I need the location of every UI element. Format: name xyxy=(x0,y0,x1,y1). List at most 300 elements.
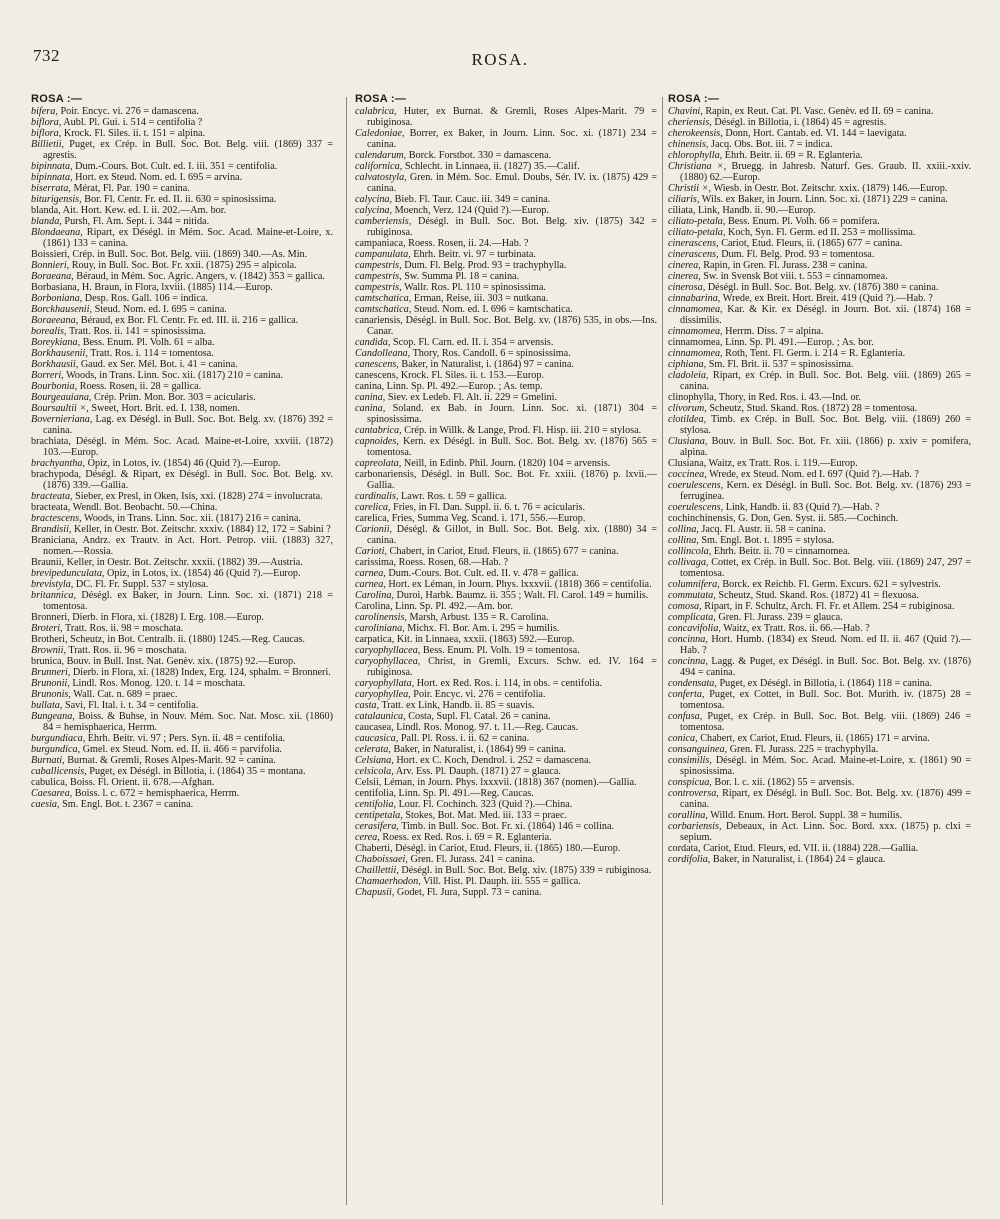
entry-text: Déségl. ex Baker, in Journ. Linn. Soc. xi. (1871) 218 = tomentosa. xyxy=(43,590,333,612)
entry-text: Hort. ex Red. Ros. i. 114, in obs. = centifolia. xyxy=(416,678,603,689)
index-entry xyxy=(668,249,971,260)
entry-name: californica, xyxy=(355,161,403,172)
index-entry xyxy=(668,293,971,304)
column-rule xyxy=(662,97,663,1205)
index-entry xyxy=(668,557,971,579)
entry-name: camtschatica, xyxy=(355,304,412,315)
entry-name: blanda, xyxy=(31,216,62,227)
entry-name: biflora, xyxy=(31,117,62,128)
entry-name: calycina, xyxy=(355,194,393,205)
entry-text: Gren. Fl. Jurass. 225 = trachyphylla. xyxy=(729,744,879,755)
index-entry xyxy=(355,557,657,568)
entry-text: Wall. Cat. n. 689 = praec. xyxy=(73,689,178,700)
index-entry xyxy=(668,282,971,293)
entry-name: Bungeana, xyxy=(31,711,75,722)
index-entry xyxy=(668,733,971,744)
entry-text: Donn, Hort. Cantab. ed. VI. 144 = laevigata. xyxy=(725,128,907,139)
entry-text: Bor. Fl. Centr. Fr. ed. II. ii. 630 = spinosissima. xyxy=(84,194,277,205)
entry-text: Lour. Fl. Cochinch. 323 (Quid ?).—China. xyxy=(398,799,573,810)
entry-name: Boreykiana, xyxy=(31,337,81,348)
index-entry xyxy=(31,755,333,766)
index-entry xyxy=(355,293,657,304)
index-entry xyxy=(355,150,657,161)
index-entry xyxy=(31,183,333,194)
entry-name: Borreri, xyxy=(31,370,64,381)
entry-name: canescens, xyxy=(355,359,399,370)
index-entry xyxy=(355,249,657,260)
entry-text: Woods, in Trans. Linn. Soc. xii. (1817) 216 = canina. xyxy=(84,513,301,524)
entry-text: carpatica, Kit. in Linnaea, xxxii. (1863) 592.—Europ. xyxy=(355,634,575,645)
entry-name: cinerascens, xyxy=(668,249,719,260)
entry-text: Krock. Fl. Siles. ii. t. 151 = alpina. xyxy=(63,128,206,139)
entry-name: Clusiana, xyxy=(668,436,708,447)
entry-name: confusa, xyxy=(668,711,703,722)
entry-text: Bess. Enum. Pl. Volh. 61 = alba. xyxy=(82,337,215,348)
index-entry xyxy=(355,865,657,876)
entry-name: celerata, xyxy=(355,744,391,755)
entry-text: Crép. in Willk. & Lange, Prod. Fl. Hisp. iii. 210 = stylosa. xyxy=(404,425,642,436)
entry-text: Vill. Hist. Pl. Dauph. iii. 555 = gallica. xyxy=(423,876,581,887)
entry-name: consimilis, xyxy=(668,755,712,766)
entry-text: Sw. in Svensk Bot viii. t. 553 = cinnamomea. xyxy=(703,271,888,282)
entry-text: DC. Fl. Fr. Suppl. 537 = stylosa. xyxy=(75,579,209,590)
entry-text: Borrer, ex Baker, in Journ. Linn. Soc. xi. (1871) 234 = canina. xyxy=(367,128,657,150)
entry-name: coerulescens, xyxy=(668,480,724,491)
entry-name: chlorophylla, xyxy=(668,150,723,161)
index-entry xyxy=(355,172,657,194)
entry-text: Cottet, ex Crép. in Bull. Soc. Bot. Belg. viii. (1869) 247, 297 = tomentosa. xyxy=(680,557,971,579)
running-head: ROSA. xyxy=(471,50,529,69)
entry-text: Burnat. & Gremli, Roses Alpes-Marit. 92 = canina. xyxy=(67,755,276,766)
entry-name: Chamaerhodon, xyxy=(355,876,421,887)
entry-text: Déségl. in Bull. Soc. Bot. Belg. xiv. (1875) 342 = rubiginosa. xyxy=(367,216,657,238)
entry-name: caryophyllea, xyxy=(355,689,411,700)
entry-name: bractescens, xyxy=(31,513,82,524)
index-entry xyxy=(668,656,971,678)
index-entry xyxy=(31,469,333,491)
entry-text: Borck. Forstbot. 330 = damascena. xyxy=(408,150,552,161)
index-entry xyxy=(355,799,657,810)
index-entry xyxy=(31,557,333,568)
index-entry xyxy=(668,183,971,194)
index-entry xyxy=(31,502,333,513)
index-entry xyxy=(31,744,333,755)
index-entry xyxy=(668,161,971,183)
entry-text: canina, Linn. Sp. Pl. 492.—Europ. ; As. temp. xyxy=(355,381,543,392)
index-entry xyxy=(31,711,333,733)
index-entry xyxy=(355,788,657,799)
entry-name: cinerosa, xyxy=(668,282,706,293)
entry-name: clotildea, xyxy=(668,414,707,425)
index-entry xyxy=(668,106,971,117)
entry-text: Scop. Fl. Carn. ed. II. i. 354 = arvensis. xyxy=(392,337,554,348)
entry-text: Godet, Fl. Jura, Suppl. 73 = canina. xyxy=(396,887,542,898)
entry-text: Lawr. Ros. t. 59 = gallica. xyxy=(401,491,507,502)
index-entry xyxy=(31,799,333,810)
entry-name: campestris, xyxy=(355,260,402,271)
index-entry xyxy=(355,821,657,832)
entry-name: carnea, xyxy=(355,579,386,590)
index-entry xyxy=(31,645,333,656)
entry-text: Hort. ex C. Koch, Dendrol. i. 252 = damascena. xyxy=(396,755,592,766)
index-entry xyxy=(31,678,333,689)
index-entry xyxy=(668,788,971,810)
index-entry xyxy=(668,502,971,513)
index-entry xyxy=(355,733,657,744)
entry-text: Ripart, ex Déségl. in Mém. Soc. Acad. Maine-et-Loire, x. (1861) 133 = canina. xyxy=(43,227,333,249)
entry-text: Steud. Nom. ed. I. 696 = kamtschatica. xyxy=(413,304,573,315)
entry-name: comosa, xyxy=(668,601,702,612)
entry-name: bracteata, xyxy=(31,491,73,502)
entry-text: Ripart, ex Crép. in Bull. Soc. Bot. Belg. viii. (1869) 265 = canina. xyxy=(680,370,971,392)
entry-name: Carionii, xyxy=(355,524,393,535)
entry-text: Timb. in Bull. Soc. Bot. Fr. xi. (1864) 146 = collina. xyxy=(401,821,615,832)
entry-text: Wallr. Ros. Pl. 110 = spinosissima. xyxy=(404,282,546,293)
entry-text: Roess. Rosen, ii. 28 = gallica. xyxy=(79,381,202,392)
entry-text: Wils. ex Baker, in Journ. Linn. Soc. xi. (1871) 229 = canina. xyxy=(701,194,948,205)
index-entry xyxy=(31,271,333,282)
index-entry xyxy=(31,106,333,117)
entry-text: Schlecht. in Linnaea, ii. (1827) 35.—Calif. xyxy=(404,161,580,172)
index-entry xyxy=(31,315,333,326)
entry-text: Boiss. l. c. 672 = hemisphaerica, Herrm. xyxy=(74,788,240,799)
entry-name: Celsiana, xyxy=(355,755,394,766)
entry-name: concinna, xyxy=(668,656,708,667)
index-entry xyxy=(355,260,657,271)
entry-text: Déségl. in Bull. Soc. Bot. Belg. xiv. (1875) 339 = rubiginosa. xyxy=(401,865,652,876)
entry-text: Savi, Fl. Ital. i. t. 34 = centifolia. xyxy=(64,700,199,711)
entry-name: ciliato-petala, xyxy=(668,227,726,238)
index-entry xyxy=(668,480,971,502)
entry-text: Keller, in Oestr. Bot. Zeitschr. xxxiv. (1884) 12, 172 = Sabini ? xyxy=(74,524,331,535)
entry-name: caucasica, xyxy=(355,733,399,744)
entry-name: Chapusii, xyxy=(355,887,395,898)
entry-name: cordifolia, xyxy=(668,854,711,865)
entry-name: Carioti, xyxy=(355,546,387,557)
entry-text: Arv. Ess. Pl. Dauph. (1871) 27 = glauca. xyxy=(395,766,561,777)
index-entry xyxy=(355,436,657,458)
entry-text: Puget, ex Crép. in Bull. Soc. Bot. Belg. viii. (1869) 246 = tomentosa. xyxy=(680,711,971,733)
entry-name: Broteri, xyxy=(31,623,63,634)
entry-text: Rapin, in Gren. Fl. Jurass. 238 = canina. xyxy=(703,260,868,271)
entry-name: collina, xyxy=(668,524,699,535)
index-entry xyxy=(355,810,657,821)
entry-name: controversa, xyxy=(668,788,719,799)
index-entry xyxy=(668,777,971,788)
index-entry xyxy=(668,117,971,128)
index-entry xyxy=(31,403,333,414)
entry-name: Chaillettii, xyxy=(355,865,399,876)
entry-text: centifolia, Linn. Sp. Pl. 491.—Reg. Caucas. xyxy=(355,788,534,799)
entry-text: Hort. ex Steud. Nom. ed. I. 695 = arvina. xyxy=(75,172,243,183)
entry-text: carbonariensis, Déségl. in Bull. Soc. Bot. Fr. xxiii. (1876) p. lxvii.—Gallia. xyxy=(355,469,657,491)
entry-name: Christii ×, xyxy=(668,183,712,194)
entry-text: Braniciana, Andrz. ex Trautv. in Act. Hort. Petrop. viii. (1883) 327, nomen.—Rossia. xyxy=(31,535,333,557)
index-entry xyxy=(355,832,657,843)
index-entry xyxy=(31,414,333,436)
entry-name: coerulescens, xyxy=(668,502,724,513)
entry-text: Kern. ex Déségl. in Bull. Soc. Bot. Belg. xv. (1876) 293 = ferruginea. xyxy=(680,480,971,502)
entry-text: Chabert, in Cariot, Etud. Fleurs, ii. (1865) 677 = canina. xyxy=(389,546,619,557)
entry-text: Link, Handb. ii. 83 (Quid ?).—Hab. ? xyxy=(725,502,880,513)
entry-name: caesia, xyxy=(31,799,60,810)
index-entry xyxy=(668,854,971,865)
index-entry xyxy=(668,524,971,535)
entry-text: Jacq. Fl. Austr. ii. 58 = canina. xyxy=(701,524,826,535)
entry-text: Stokes, Bot. Mat. Med. iii. 133 = praec. xyxy=(405,810,568,821)
entry-name: candida, xyxy=(355,337,391,348)
entry-name: campanulata, xyxy=(355,249,411,260)
entry-list xyxy=(31,106,333,810)
index-entry xyxy=(31,293,333,304)
entry-name: complicata, xyxy=(668,612,716,623)
entry-name: Chavini, xyxy=(668,106,703,117)
index-entry xyxy=(668,612,971,623)
entry-name: brevipedunculata, xyxy=(31,568,105,579)
entry-text: Thory, Ros. Candoll. 6 = spinosissima. xyxy=(412,348,571,359)
index-entry xyxy=(668,403,971,414)
index-columns xyxy=(31,93,971,1208)
column-2 xyxy=(355,93,657,1208)
index-entry xyxy=(31,590,333,612)
entry-name: camberiensis, xyxy=(355,216,412,227)
entry-text: Roess. ex Red. Ros. i. 69 = R. Eglanteria. xyxy=(382,832,552,843)
entry-name: Boursaultii ×, xyxy=(31,403,89,414)
entry-name: carolinensis, xyxy=(355,612,407,623)
entry-name: bullata, xyxy=(31,700,63,711)
index-entry xyxy=(31,700,333,711)
entry-text: Aubl. Pl. Gui. i. 514 = centifolia ? xyxy=(63,117,203,128)
entry-text: Carolina, Linn. Sp. Pl. 492.—Am. bor. xyxy=(355,601,513,612)
entry-name: conica, xyxy=(668,733,698,744)
index-entry xyxy=(355,854,657,865)
index-entry xyxy=(668,436,971,458)
entry-text: Borck. ex Reichb. Fl. Germ. Excurs. 621 = sylvestris. xyxy=(722,579,941,590)
entry-text: blanda, Ait. Hort. Kew. ed. I. ii. 202.—Am. bor. xyxy=(31,205,227,216)
entry-text: Roth, Tent. Fl. Germ. i. 214 = R. Eglanteria. xyxy=(725,348,906,359)
entry-name: centipetala, xyxy=(355,810,403,821)
entry-name: bipinnata, xyxy=(31,172,73,183)
index-entry xyxy=(668,326,971,337)
index-entry xyxy=(31,766,333,777)
entry-name: cladoleia, xyxy=(668,370,709,381)
index-entry xyxy=(31,194,333,205)
entry-name: cinnamomea, xyxy=(668,304,723,315)
index-entry xyxy=(31,117,333,128)
index-entry xyxy=(355,590,657,601)
index-entry xyxy=(355,282,657,293)
entry-text: Gaud. ex Ser. Mél. Bot. i. 41 = canina. xyxy=(80,359,238,370)
index-entry xyxy=(31,348,333,359)
entry-text: Dum. Fl. Belg. Prod. 93 = tomentosa. xyxy=(721,249,875,260)
entry-text: Boiss. & Buhse, in Nouv. Mém. Soc. Nat. Mosc. xii. (1860) 84 = hemisphaerica, Herrm. xyxy=(43,711,333,733)
entry-text: Bronneri, Dierb. in Flora, xi. (1828) I. Erg. 108.—Europ. xyxy=(31,612,264,623)
entry-name: capnoides, xyxy=(355,436,399,447)
entry-name: Brunonis, xyxy=(31,689,71,700)
index-entry xyxy=(668,337,971,348)
entry-text: Ripart, in F. Schultz, Arch. Fl. Fr. et Allem. 254 = rubiginosa. xyxy=(704,601,955,612)
entry-text: Debeaux, in Act. Linn. Soc. Bord. xxx. (1875) p. clxi = sepium. xyxy=(680,821,971,843)
index-entry xyxy=(31,249,333,260)
index-entry xyxy=(355,304,657,315)
entry-text: Puget, ex Cottet, in Bull. Soc. Bot. Murith. iv. (1875) 28 = tomentosa. xyxy=(680,689,971,711)
index-entry xyxy=(31,128,333,139)
index-entry xyxy=(31,579,333,590)
entry-text: Michx. Fl. Bor. Am. i. 295 = humilis. xyxy=(407,623,560,634)
entry-name: commutata, xyxy=(668,590,716,601)
column-3 xyxy=(668,93,971,1208)
index-entry xyxy=(355,678,657,689)
entry-text: Opiz, in Lotos, iv. (1854) 46 (Quid ?).—Europ. xyxy=(87,458,281,469)
index-entry xyxy=(31,227,333,249)
entry-text: Déségl. in Bull. Soc. Bot. Belg. xv. (1876) 380 = canina. xyxy=(707,282,939,293)
index-entry xyxy=(31,513,333,524)
entry-name: Borkhausenii, xyxy=(31,348,88,359)
entry-text: Sw. Summa Pl. 18 = canina. xyxy=(404,271,520,282)
index-entry xyxy=(355,502,657,513)
entry-text: carelica, Fries, Summa Veg. Scand. i. 171, 556.—Europ. xyxy=(355,513,586,524)
page-number: 732 xyxy=(33,46,60,65)
index-entry xyxy=(31,304,333,315)
index-entry xyxy=(355,579,657,590)
entry-text: campaniaca, Roess. Rosen, ii. 24.—Hab. ? xyxy=(355,238,529,249)
index-entry xyxy=(668,458,971,469)
index-entry xyxy=(31,634,333,645)
index-entry xyxy=(355,513,657,524)
index-entry xyxy=(355,238,657,249)
index-entry xyxy=(355,601,657,612)
index-entry xyxy=(668,348,971,359)
entry-text: Hort. Humb. (1834) ex Steud. Nom. ed II. ii. 467 (Quid ?).—Hab. ? xyxy=(680,634,971,656)
index-entry xyxy=(355,700,657,711)
entry-text: Wiesb. in Oestr. Bot. Zeitschr. xxix. (1879) 146.—Europ. xyxy=(713,183,948,194)
index-entry xyxy=(355,370,657,381)
entry-text: Borbasiana, H. Braun, in Flora, lxviii. (1885) 114.—Europ. xyxy=(31,282,273,293)
entry-name: celsicola, xyxy=(355,766,394,777)
entry-name: britannica, xyxy=(31,590,76,601)
entry-name: Christiana ×, xyxy=(668,161,727,172)
index-entry xyxy=(668,744,971,755)
entry-name: calycina, xyxy=(355,205,393,216)
entry-name: Brunonii, xyxy=(31,678,70,689)
entry-name: biflora, xyxy=(31,128,62,139)
index-entry xyxy=(355,458,657,469)
entry-text: Ehrh. Beitr. vi. 97 = turbinata. xyxy=(413,249,536,260)
entry-text: Sm. Engl. Bot. t. 1895 = stylosa. xyxy=(701,535,835,546)
index-entry xyxy=(31,139,333,161)
index-entry xyxy=(668,810,971,821)
index-entry xyxy=(355,161,657,172)
entry-text: Tratt. Ros. i. 114 = tomentosa. xyxy=(90,348,214,359)
entry-name: biturigensis, xyxy=(31,194,82,205)
index-entry xyxy=(668,821,971,843)
entry-name: corbariensis, xyxy=(668,821,722,832)
entry-text: Duroi, Harbk. Baumz. ii. 355 ; Walt. Fl. Carol. 149 = humilis. xyxy=(396,590,649,601)
index-entry xyxy=(355,271,657,282)
entry-text: Herrm. Diss. 7 = alpina. xyxy=(725,326,824,337)
index-entry xyxy=(355,711,657,722)
index-entry xyxy=(668,689,971,711)
entry-list xyxy=(668,106,971,865)
index-entry xyxy=(355,315,657,337)
entry-text: Bess. Enum. Pl. Volh. 19 = tomentosa. xyxy=(422,645,580,656)
entry-text: Christ, in Gremli, Excurs. Schw. ed. IV. 164 = rubiginosa. xyxy=(367,656,657,678)
entry-name: cerasifera, xyxy=(355,821,399,832)
entry-text: Ehrh. Beitr. ii. 69 = R. Eglanteria. xyxy=(724,150,863,161)
entry-text: Moench, Verz. 124 (Quid ?).—Europ. xyxy=(394,205,549,216)
entry-text: Celsii, Léman, in Journ. Phys. lxxxvii. (1818) 367 (nomen).—Gallia. xyxy=(355,777,637,788)
index-entry xyxy=(355,425,657,436)
index-entry xyxy=(355,623,657,634)
entry-name: burgundiaca, xyxy=(31,733,86,744)
entry-name: coccinea, xyxy=(668,469,707,480)
column-rule xyxy=(346,97,347,1205)
entry-name: cantabrica, xyxy=(355,425,402,436)
entry-name: bipinnata, xyxy=(31,161,73,172)
entry-name: caryophyllacea, xyxy=(355,645,421,656)
entry-name: condensata, xyxy=(668,678,717,689)
entry-text: Marsh, Arbust. 135 = R. Carolina. xyxy=(409,612,549,623)
index-entry xyxy=(31,623,333,634)
entry-text: Ehrh. Beitr. vi. 97 ; Pers. Syn. ii. 48 = centifolia. xyxy=(87,733,286,744)
index-entry xyxy=(31,491,333,502)
entry-name: Chaboissaei, xyxy=(355,854,408,865)
entry-name: Brownii, xyxy=(31,645,66,656)
entry-text: Tratt. Ros. ii. 98 = moschata. xyxy=(64,623,184,634)
index-entry xyxy=(31,392,333,403)
entry-text: Brotheri, Scheutz, in Bot. Centralb. ii. (1880) 1245.—Reg. Caucas. xyxy=(31,634,305,645)
entry-text: Sm. Fl. Brit. ii. 537 = spinosissima. xyxy=(708,359,854,370)
entry-text: Déségl. in Billotia, i. (1864) 45 = agrestis. xyxy=(714,117,887,128)
index-entry xyxy=(31,282,333,293)
entry-text: Hort. ex Léman, in Journ. Phys. lxxxvii. (1818) 366 = centifolia. xyxy=(388,579,652,590)
index-entry xyxy=(668,634,971,656)
index-entry xyxy=(668,150,971,161)
entry-text: canariensis, Déségl. in Bull. Soc. Bot. Belg. xv. (1876) 535, in obs.—Ins. Canar. xyxy=(355,315,657,337)
entry-name: canina, xyxy=(355,403,386,414)
entry-text: Kar. & Kir. ex Déségl. in Journ. Bot. xii. (1874) 168 = dissimilis. xyxy=(680,304,971,326)
entry-name: Caesarea, xyxy=(31,788,73,799)
index-entry xyxy=(31,370,333,381)
entry-name: caroliniana, xyxy=(355,623,405,634)
entry-text: Sm. Engl. Bot. t. 2367 = canina. xyxy=(62,799,194,810)
entry-text: Bouv. in Bull. Soc. Bot. Fr. xiii. (1866) p. xxiv = pomifera, alpina. xyxy=(680,436,971,458)
index-entry xyxy=(355,766,657,777)
entry-name: cinerea, xyxy=(668,271,701,282)
entry-name: Brunneri, xyxy=(31,667,71,678)
index-entry xyxy=(355,128,657,150)
index-entry xyxy=(355,546,657,557)
entry-text: Tratt. Ros. ii. 96 = moschata. xyxy=(68,645,187,656)
entry-text: brunica, Bouv. in Bull. Inst. Nat. Genèv. xix. (1875) 92.—Europ. xyxy=(31,656,296,667)
entry-text: Ripart, ex Déségl. in Bull. Soc. Bot. Belg. xv. (1876) 499 = canina. xyxy=(680,788,971,810)
entry-text: brachiata, Déségl. in Mém. Soc. Acad. Maine-et-Loire, xxviii. (1872) 103.—Europ. xyxy=(31,436,333,458)
entry-text: Gren. Fl. Jurass. 239 = glauca. xyxy=(718,612,843,623)
entry-text: Tratt. ex Link, Handb. ii. 85 = suavis. xyxy=(381,700,535,711)
index-entry xyxy=(31,568,333,579)
entry-text: Fries, in Fl. Dan. Suppl. ii. 6. t. 76 = acicularis. xyxy=(393,502,586,513)
index-entry xyxy=(355,755,657,766)
index-entry xyxy=(668,546,971,557)
entry-name: cinnamomea, xyxy=(668,326,723,337)
entry-text: Willd. Enum. Hort. Berol. Suppl. 38 = humilis. xyxy=(710,810,903,821)
entry-text: bracteata, Wendl. Bot. Beobacht. 50.—China. xyxy=(31,502,218,513)
entry-text: Gren. in Mém. Soc. Emul. Doubs, Sér. IV. ix. (1875) 429 = canina. xyxy=(367,172,657,194)
entry-text: Bor. l. c. xii. (1862) 55 = arvensis. xyxy=(714,777,855,788)
index-entry xyxy=(668,205,971,216)
entry-name: Brandisii, xyxy=(31,524,72,535)
index-entry xyxy=(668,128,971,139)
